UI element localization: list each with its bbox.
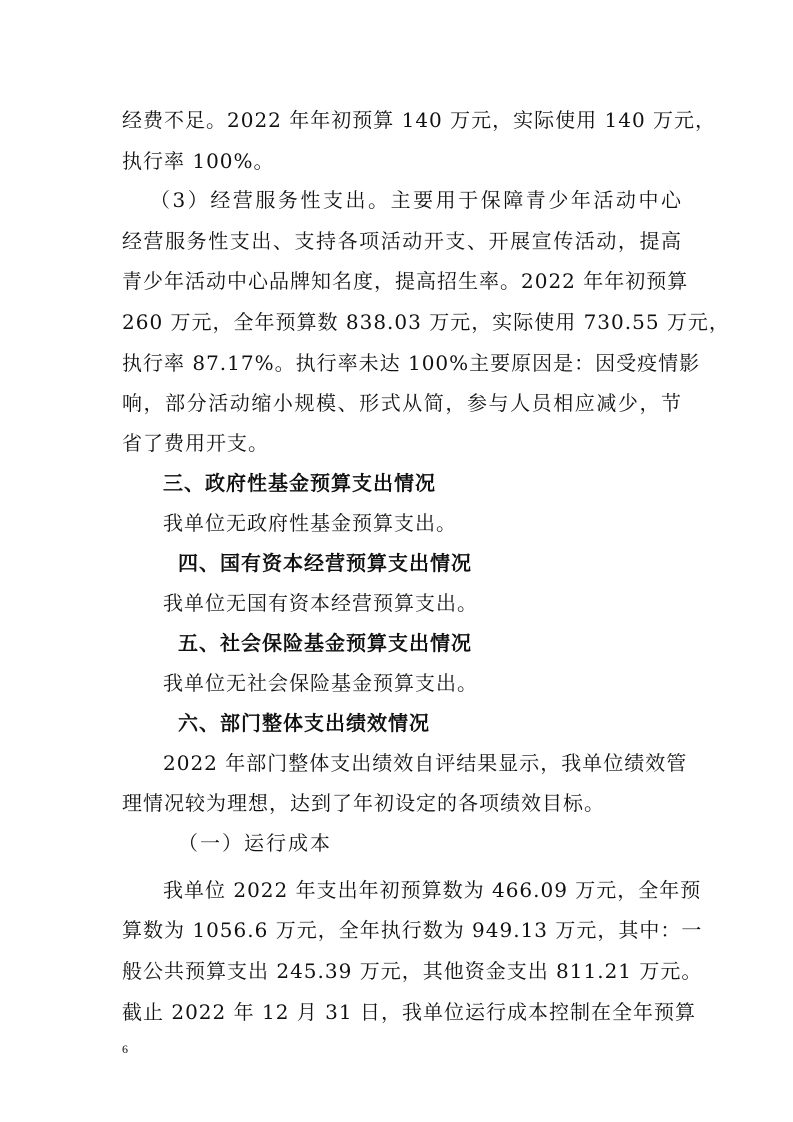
body-line: 响，部分活动缩小规模、形式从简，参与人员相应减少，节 <box>122 391 682 415</box>
section-heading: 四、国有资本经营预算支出情况 <box>178 551 472 575</box>
body-line: 算数为 1056.6 万元，全年执行数为 949.13 万元，其中：一 <box>122 918 703 942</box>
body-line: 执行率 87.17%。执行率未达 100%主要原因是：因受疫情影 <box>122 351 701 375</box>
body-line: 260 万元，全年预算数 838.03 万元，实际使用 730.55 万元， <box>122 310 730 334</box>
body-line: 截止 2022 年 12 月 31 日，我单位运行成本控制在全年预算 <box>122 1000 696 1024</box>
body-line: 执行率 100%。 <box>122 149 275 173</box>
body-line: （3）经营服务性支出。主要用于保障青少年活动中心 <box>150 188 682 212</box>
body-line: 般公共预算支出 245.39 万元，其他资金支出 811.21 万元。 <box>122 959 703 983</box>
body-line: 我单位 2022 年支出年初预算数为 466.09 万元，全年预 <box>163 878 702 902</box>
body-line: 经费不足。2022 年年初预算 140 万元，实际使用 140 万元， <box>122 108 717 132</box>
body-line: 青少年活动中心品牌知名度，提高招生率。2022 年年初预算 <box>122 269 689 293</box>
body-line: 我单位无政府性基金预算支出。 <box>163 511 457 535</box>
body-line: 经营服务性支出、支持各项活动开支、开展宣传活动，提高 <box>122 229 682 253</box>
body-line: 省了费用开支。 <box>122 431 269 455</box>
body-line: 我单位无国有资本经营预算支出。 <box>163 591 478 615</box>
body-line: 2022 年部门整体支出绩效自评结果显示，我单位绩效管 <box>163 751 688 775</box>
section-heading: 六、部门整体支出绩效情况 <box>178 711 430 735</box>
body-line: 理情况较为理想，达到了年初设定的各项绩效目标。 <box>122 791 605 815</box>
body-line: 我单位无社会保险基金预算支出。 <box>163 671 478 695</box>
section-heading: 五、社会保险基金预算支出情况 <box>178 631 472 655</box>
section-heading: 三、政府性基金预算支出情况 <box>163 471 436 495</box>
subsection-heading: （一）运行成本 <box>178 831 332 855</box>
page-number: 6 <box>122 1042 128 1056</box>
